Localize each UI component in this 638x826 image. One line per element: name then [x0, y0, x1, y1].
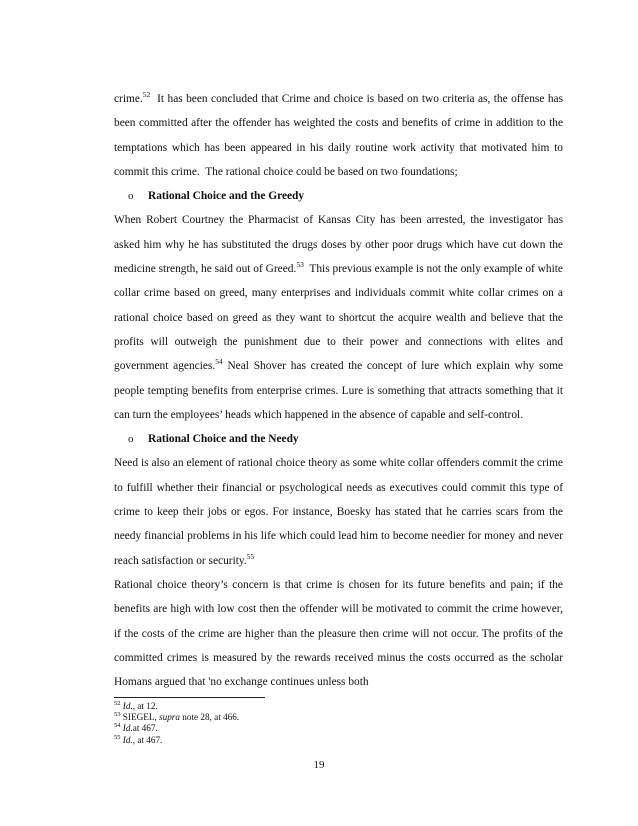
- footnote-italic: Id.,: [122, 734, 136, 745]
- footnote-54: [114, 723, 514, 734]
- para3-text: Need is also an element of rational choice theory as some white collar offenders commit the crime to fulfill whether their financial or psychological needs as executives could commit this type of crime to keep their jobs or egos. For instance, Boesky has stated that he carries scars from the needy financial problems in his life which could lead him to become needier for money and never reach satisfaction or security.: [114, 457, 563, 567]
- para4-text: Rational choice theory’s concern is that crime is chosen for its future benefits and pain; if the benefits are high with low cost then the offender will be motivated to commit the crime however, if the costs of the crime are higher than the pleasure then crime will not occur. The profits of the committed crimes is measured by the rewards received minus the costs occurred as the scholar Homans argued that 'no exchange continues unless both: [114, 578, 563, 689]
- footnote-italic: supra: [159, 712, 180, 723]
- footnote-plain: SIEGEL,: [122, 712, 160, 723]
- heading-rational-choice-needy: [114, 427, 563, 451]
- bullet-icon: o: [128, 433, 134, 446]
- bullet-icon: o: [128, 190, 134, 203]
- footnote-number: 52: [114, 699, 121, 707]
- paragraph-greed: [114, 208, 566, 427]
- body-text: [114, 87, 566, 694]
- footnote-italic: Id.,: [122, 701, 136, 711]
- paragraph-rational-choice-concern: [114, 573, 563, 694]
- footnote-divider: [114, 697, 265, 698]
- footnote-55: [114, 735, 514, 746]
- para2-text-middle: This previous example is not the only example of white collar crime based on greed, many enterprises and individuals commit white collar crimes on a rational choice based on greed as they want to shortcut the acquire wealth and believe that the profits will outweigh the punishment due to their power and connections with elites and government agencies.: [114, 263, 566, 373]
- footnote-ref-52: 52: [142, 90, 151, 100]
- heading-rational-choice-greedy: [114, 184, 563, 208]
- page-number: 19: [313, 759, 325, 771]
- paragraph-need: [114, 451, 563, 572]
- footnote-text: at 467.: [135, 734, 163, 745]
- footnote-number: 55: [114, 733, 121, 741]
- footnote-number: 54: [114, 722, 121, 730]
- para1-text-rest: It has been concluded that Crime and choice is based on two criteria as, the offense has been committed after the offender has weighted the costs and benefits of crime in addition to the temptations which has been appeared in his daily routine work activity that motivated him to commit this crime. The rational choice could be based on two foundations;: [114, 93, 566, 178]
- footnote-52: [114, 701, 514, 712]
- heading-text: Rational Choice and the Needy: [148, 433, 299, 446]
- footnote-number: 53: [114, 711, 121, 719]
- footnote-ref-54: 54: [215, 357, 223, 367]
- footnote-ref-53: 53: [296, 260, 304, 270]
- footnotes: [114, 701, 514, 746]
- para2-text-start: When Robert Courtney the Pharmacist of Kansas City has been arrested, the investigator has asked him why he has substituted the drugs doses by other poor drugs which have cut down the medicine strength, he said out of Greed.: [114, 214, 563, 276]
- footnote-text: note 28, at 466.: [179, 712, 240, 723]
- para2-text-end: Neal Shover has created the concept of lure which explain why some people tempting benefits from enterprise crimes. Lure is something that attracts something that it can turn the employees’ heads which happened in the absence of capable and self-control.: [114, 360, 564, 421]
- para1-text-start: crime.: [114, 93, 143, 105]
- paragraph-crime-choice: [114, 87, 566, 184]
- heading-text: Rational Choice and the Greedy: [148, 190, 305, 203]
- footnote-text: at 467.: [132, 723, 158, 734]
- footnote-53: [114, 712, 514, 723]
- footnote-text: at 12.: [135, 701, 158, 711]
- footnote-ref-55: 55: [246, 551, 255, 561]
- footnote-italic: Id.: [122, 723, 133, 734]
